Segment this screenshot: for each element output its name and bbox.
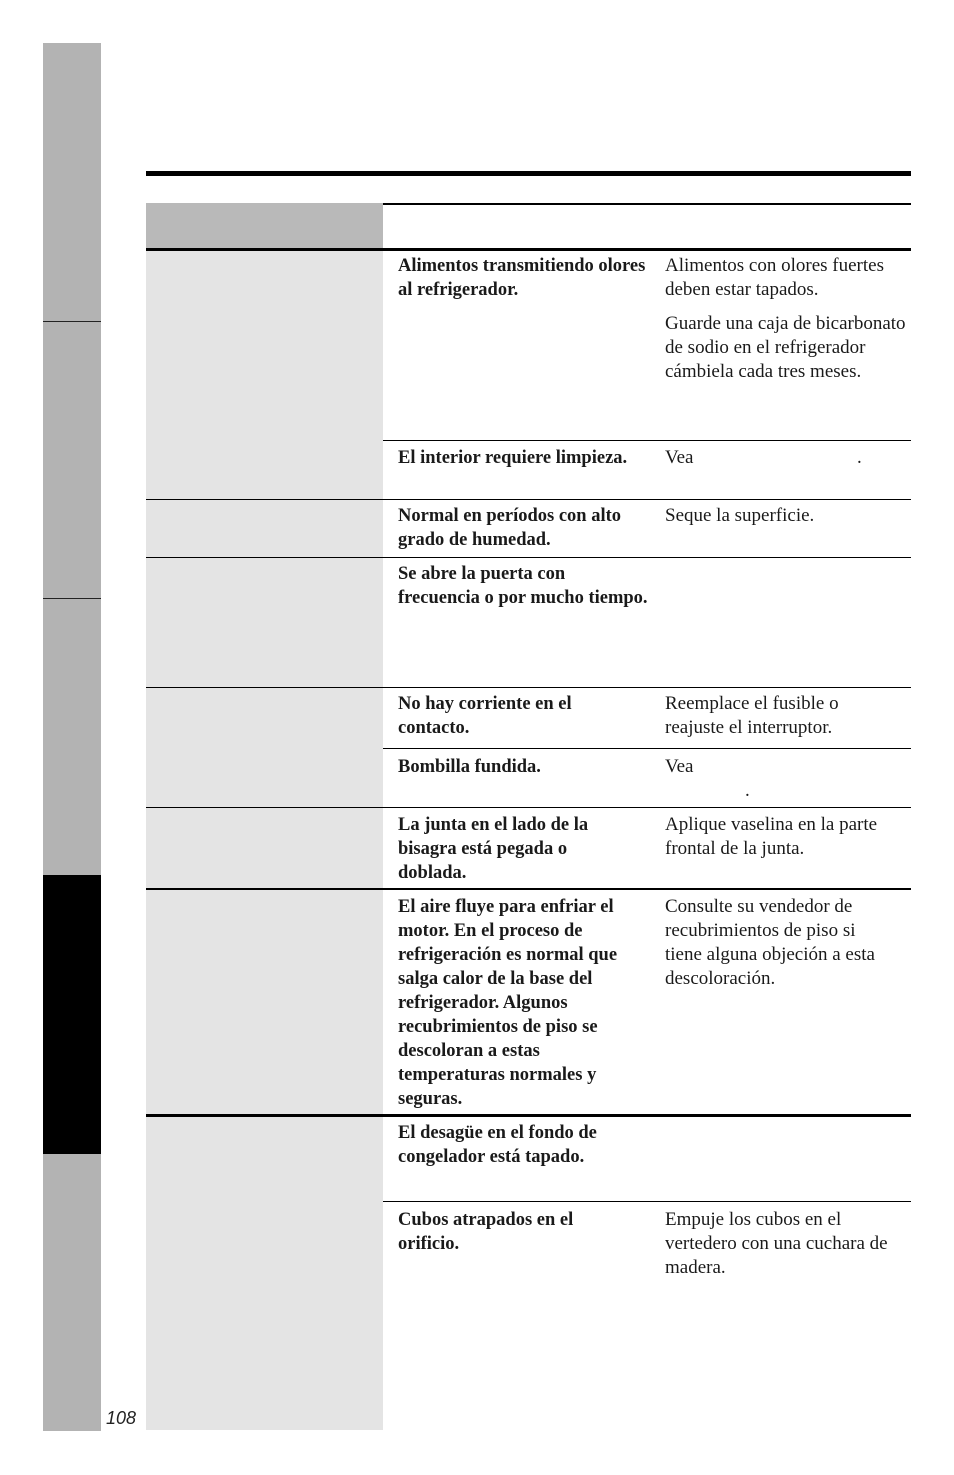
remedy-text: Empuje los cubos en el vertedero con una cuchara de madera. <box>665 1209 888 1278</box>
side-tab-2 <box>43 322 101 598</box>
remedy-text: Reemplace el fusible o reajuste el interruptor. <box>665 693 839 738</box>
remedy-paragraph: Alimentos con olores fuertes deben estar tapados. <box>665 255 884 300</box>
row-divider <box>383 748 911 749</box>
header-problem-cell <box>146 203 383 248</box>
cause-text: El desagüe en el fondo de congelador está tapado. <box>398 1123 597 1167</box>
remedy-word: Vea <box>665 756 694 777</box>
remedy-text <box>665 755 915 803</box>
cause-text: El aire fluye para enfriar el motor. En el proceso de refrigeración es normal que salga calor de la base del refrigerador. Algunos recubrimientos de piso se descoloran a estas temperaturas normales y seguras. <box>398 897 618 1109</box>
remedy-word: Vea <box>665 447 694 468</box>
remedy-period: . <box>857 447 862 468</box>
cause-text: No hay corriente en el contacto. <box>398 694 572 738</box>
top-rule <box>146 171 911 176</box>
row-divider <box>146 888 911 890</box>
cause-text: Normal en períodos con alto grado de humedad. <box>398 506 622 550</box>
row-divider <box>146 807 911 808</box>
remedy-period: . <box>745 780 750 801</box>
side-tab-active <box>43 875 101 1154</box>
cause-text: Bombilla fundida. <box>398 757 541 777</box>
page-number: 108 <box>106 1408 137 1428</box>
row-divider <box>146 687 911 688</box>
table-header <box>146 203 911 248</box>
remedy-text <box>665 254 915 394</box>
remedy-text: Consulte su vendedor de recubrimientos de piso si tiene alguna objeción a esta descoloración. <box>665 896 875 989</box>
cause-text: La junta en el lado de la bisagra está pegada o doblada. <box>398 815 589 883</box>
row-divider <box>146 499 911 500</box>
row-divider <box>383 1201 911 1202</box>
row-divider <box>383 440 911 441</box>
cause-text: Cubos atrapados en el orificio. <box>398 1210 574 1254</box>
header-rule <box>383 203 911 205</box>
side-tab-1 <box>43 43 101 321</box>
cause-text: Se abre la puerta con frecuencia o por mucho tiempo. <box>398 564 648 608</box>
row-divider <box>146 1114 911 1117</box>
remedy-text: Aplique vaselina en la parte frontal de la junta. <box>665 814 878 859</box>
side-tab-3 <box>43 599 101 875</box>
side-tab-5 <box>43 1154 101 1431</box>
remedy-text: Seque la superficie. <box>665 505 815 526</box>
remedy-paragraph: Guarde una caja de bicarbonato de sodio en el refrigerador cámbiela cada tres meses. <box>665 313 906 382</box>
cause-text: Alimentos transmitiendo olores al refrigerador. <box>398 256 646 300</box>
cause-text: El interior requiere limpieza. <box>398 448 628 468</box>
remedy-text <box>665 446 915 470</box>
row-divider <box>146 557 911 558</box>
problem-column <box>146 251 383 1430</box>
